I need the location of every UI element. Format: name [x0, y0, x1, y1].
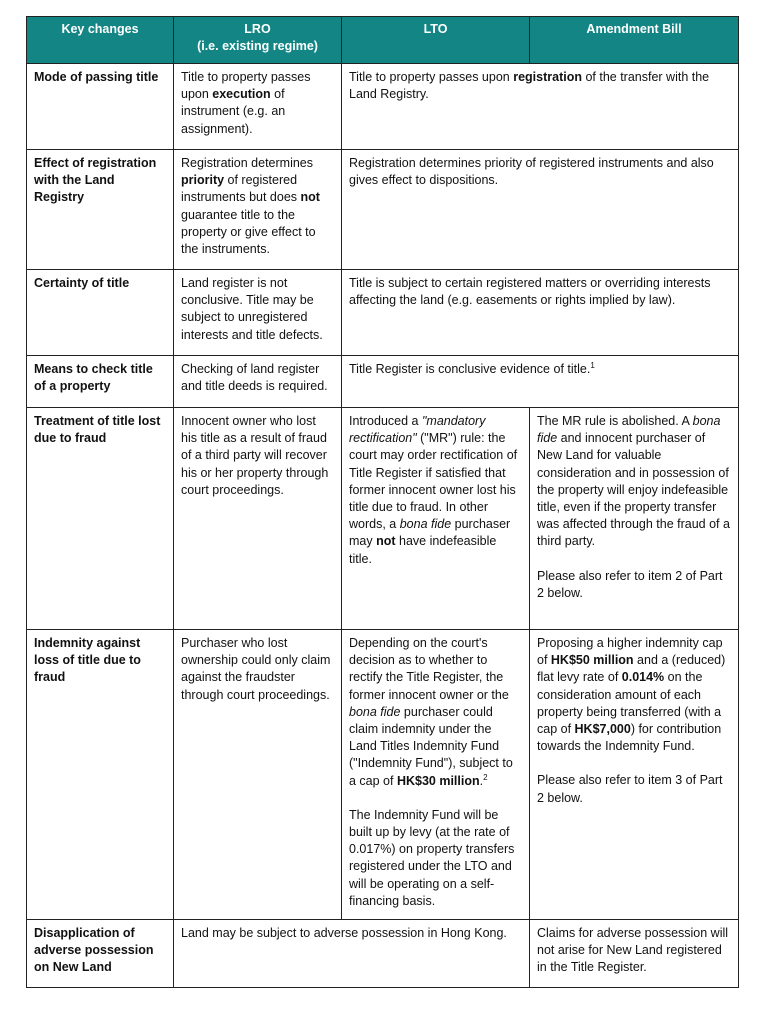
lro-cell: Checking of land register and title deeds is required. [174, 356, 342, 408]
lto-bill-cell: Title Register is conclusive evidence of title.$^1$ [342, 356, 739, 408]
footnote-2: 2 [483, 772, 488, 782]
header-key-changes: Key changes [27, 17, 174, 64]
table-row [27, 920, 739, 988]
table-row [27, 630, 739, 920]
header-lro [174, 17, 342, 64]
cross-reference-note: Please also refer to item 3 of Part 2 below. [537, 773, 723, 805]
header-amendment-bill: Amendment Bill [530, 17, 739, 64]
row-key: Treatment of title lost due to fraud [27, 408, 174, 630]
table-row [27, 150, 739, 270]
lto-bill-cell: Registration determines priority of registered instruments and also gives effect to dispositions. [342, 150, 739, 270]
row-key: Indemnity against loss of title due to fraud [27, 630, 174, 920]
bill-cell: Proposing a higher indemnity cap of HK$50 million and a (reduced) flat levy rate of 0.014% on the consideration amount of each property being transferred (with a cap of HK$7,000) for contribution towards the Indemnity Fund. Please also refer to item 3 of Part 2 below. [530, 630, 739, 920]
lro-cell: Land register is not conclusive. Title may be subject to unregistered interests and title defects. [174, 270, 342, 356]
lto-bill-cell: Title is subject to certain registered matters or overriding interests affecting the land (e.g. easements or rights implied by law). [342, 270, 739, 356]
lro-cell: Innocent owner who lost his title as a result of fraud of a third party will recover his or her property through court proceedings. [174, 408, 342, 630]
lro-cell: Registration determines priority of registered instruments but does not guarantee title to the property or give effect to the instruments. [174, 150, 342, 270]
indemnity-fund-note: The Indemnity Fund will be built up by levy (at the rate of 0.017%) on property transfers registered under the LTO and will be operating on a self-financing basis. [349, 807, 515, 908]
lro-cell: Title to property passes upon execution of instrument (e.g. an assignment). [174, 64, 342, 150]
row-key: Disapplication of adverse possession on New Land [27, 920, 174, 988]
bill-cell: Claims for adverse possession will not arise for New Land registered in the Title Register. [530, 920, 739, 988]
footnote-1: 1 [590, 360, 595, 370]
lto-bill-cell: Title to property passes upon registration of the transfer with the Land Registry. [342, 64, 739, 150]
table-row [27, 270, 739, 356]
header-lro-title: LRO [244, 22, 271, 36]
table-row [27, 408, 739, 630]
table-row [27, 356, 739, 408]
row-key: Means to check title of a property [27, 356, 174, 408]
row-key: Mode of passing title [27, 64, 174, 150]
header-row [27, 17, 739, 64]
lto-cell: Introduced a "mandatory rectification" ("MR") rule: the court may order rectification of Title Register if satisfied that former innocent owner lost his title due to fraud. In other words, a bona fide purchaser may not have indefeasible title. [342, 408, 530, 630]
header-lto: LTO [342, 17, 530, 64]
cross-reference-note: Please also refer to item 2 of Part 2 below. [537, 568, 723, 600]
bill-cell: The MR rule is abolished. A bona fide and innocent purchaser of New Land for valuable consideration and in possession of the property will enjoy indefeasible title, even if the property transfer was affected through the fraud of a third party. Please also refer to item 2 of Part 2 below. [530, 408, 739, 630]
lro-lto-cell: Land may be subject to adverse possession in Hong Kong. [174, 920, 530, 988]
row-key: Effect of registration with the Land Registry [27, 150, 174, 270]
comparison-table [26, 16, 739, 988]
lto-cell: Depending on the court's decision as to whether to rectify the Title Register, the former innocent owner or the bona fide purchaser could claim indemnity under the Land Titles Indemnity Fund ("Indemnity Fund"), subject to a cap of HK$30 million.$^2$ The Indemnity Fund will be built up by levy (at the rate of 0.017%) on property transfers registered under the LTO and will be operating on a self-financing basis. [342, 630, 530, 920]
table-row [27, 64, 739, 150]
lro-cell: Purchaser who lost ownership could only claim against the fraudster through court proceedings. [174, 630, 342, 920]
row-key: Certainty of title [27, 270, 174, 356]
header-lro-subtitle: (i.e. existing regime) [197, 39, 318, 54]
